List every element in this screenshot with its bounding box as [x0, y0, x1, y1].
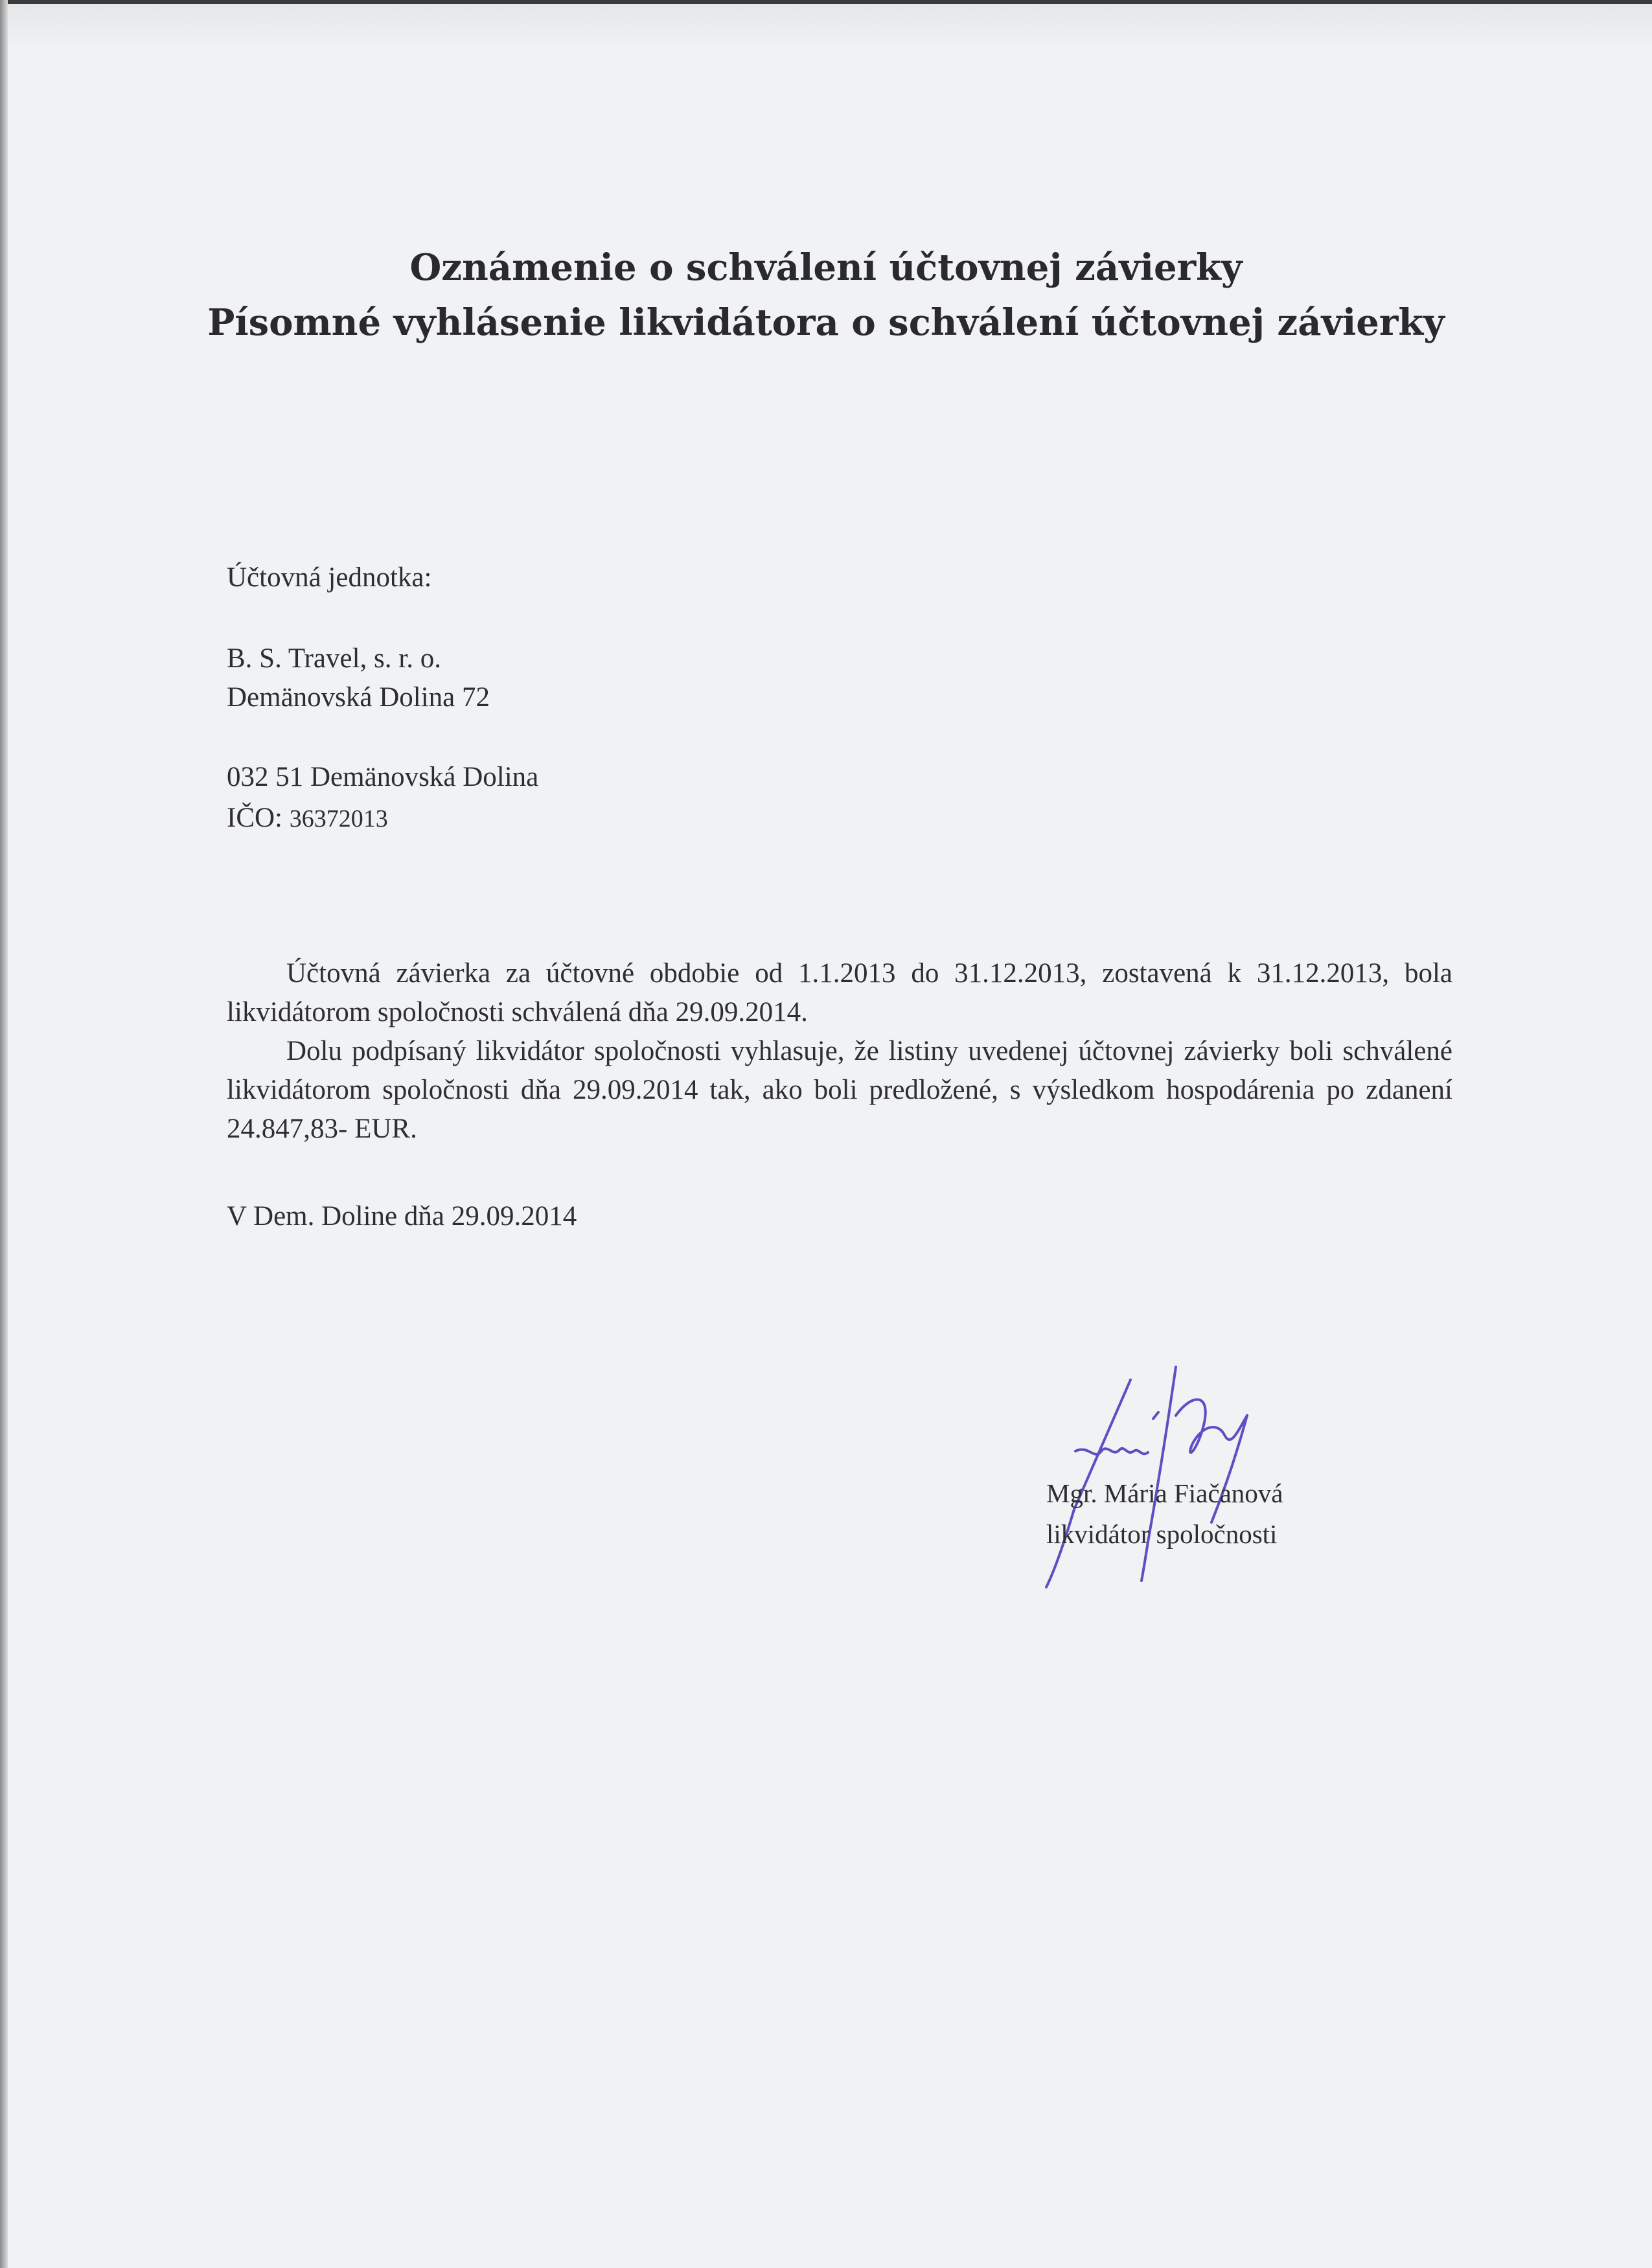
scan-shadow — [8, 4, 1652, 49]
company-ico — [227, 799, 388, 838]
body-paragraph-1 — [227, 954, 1452, 1032]
company-city: 032 51 Demänovská Dolina — [227, 762, 539, 792]
company-street: Demänovská Dolina 72 — [227, 682, 490, 713]
body-paragraph-2 — [227, 1032, 1452, 1149]
place-date: V Dem. Doline dňa 29.09.2014 — [227, 1201, 577, 1231]
company-name: B. S. Travel, s. r. o. — [227, 643, 441, 674]
signatory-name: Mgr. Mária Fiačanová — [1046, 1478, 1283, 1508]
ico-value: 36372013 — [289, 805, 388, 832]
paragraph-approval: Účtovná závierka za účtovné obdobie od 1.1.2013 do 31.12.2013, zostavená k 31.12.2013, bola likvidátorom spoločnosti schválená dňa 29.09.2014. — [227, 958, 1452, 1027]
document-subtitle: Písomné vyhlásenie likvidátora o schválení účtovnej závierky — [207, 301, 1445, 344]
entity-label: Účtovná jednotka: — [227, 562, 432, 593]
paragraph-declaration: Dolu podpísaný likvidátor spoločnosti vyhlasuje, že listiny uvedenej účtovnej závierky boli schválené likvidátorom spoločnosti dňa 29.09.2014 tak, ako boli predložené, s výsledkom hospodárenia po zdanení 24.847,83- EUR. — [227, 1036, 1452, 1144]
document-title: Oznámenie o schválení účtovnej závierky — [409, 246, 1243, 289]
signatory-role: likvidátor spoločnosti — [1046, 1519, 1278, 1549]
ico-label: IČO: — [227, 803, 282, 833]
